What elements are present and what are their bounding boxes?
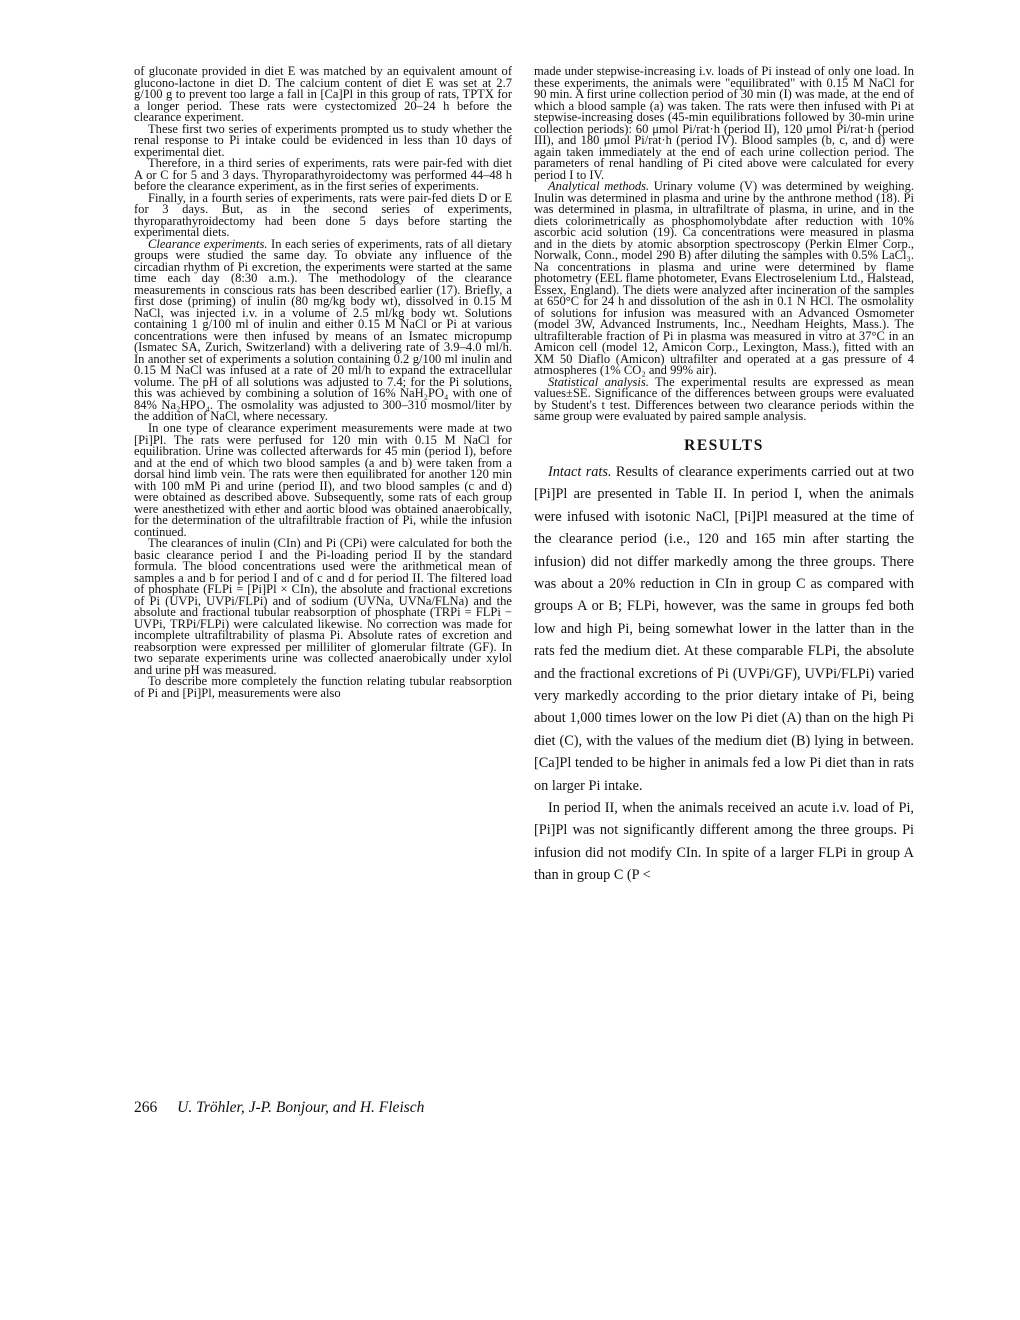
paragraph-text: Urinary volume (V) was determined by weighing. Inulin was determined in plasma and urine by the anthrone method (18). Pi was determined in plasma, in ultrafiltrate of plasma, in urine, and in the diets colorimetrically as phosphomolybdate after reduction with 10% ascorbic acid solution (19). Ca concentrations were measured in plasma and in the diets by atomic absorption spectroscopy (Perkin Elmer Corp., Norwalk, Conn., model 290 B) after diluting the samples with 0.5% LaCl₃. Na concentrations in plasma and urine were determined by flame photometry (EEL flame photometer, Evans Electroselenium Ltd., Halstead, Essex, England). The diets were analyzed after incineration of the samples at 650°C for 24 h and dissolution of the ash in 0.1 N HCl. The osmolality of solutions for infusion was measured with an Advanced Osmometer (model 3W, Advanced Instruments, Inc., Needham Heights, Mass.). The ultrafilterable fraction of Pi in plasma was measured in vitro at 37°C in an Amicon cell (model 12, Amicon Corp., Lexington, Mass.), fitted with an XM 50 Diaflo (Amicon) ultrafilter and operated at a gas pressure of 4 atmospheres (1% CO₂ and 99% air). bbox=[534, 179, 914, 378]
run-in-heading: Statistical analysis. bbox=[548, 374, 649, 389]
paragraph bbox=[134, 676, 512, 699]
paragraph bbox=[534, 461, 914, 797]
paragraph bbox=[134, 538, 512, 676]
paragraph-text: These first two series of experiments prompted us to study whether the renal response to Pi intake could be evidenced in less than 10 days of experimental diet. bbox=[134, 121, 512, 159]
paragraph-text: Therefore, in a third series of experiments, rats were pair-fed with diet A or C for 5 and 3 days. Thyroparathyroidectomy was performed 44–48 h before the clearance experiment, as in the first series of experiments. bbox=[134, 156, 512, 194]
left-column bbox=[134, 66, 512, 699]
paragraph bbox=[134, 66, 512, 124]
results-text bbox=[534, 461, 914, 887]
paragraph-text: In period II, when the animals received an acute i.v. load of Pi, [Pi]Pl was not significantly different among the three groups. Pi infusion did not modify CIn. In spite of a larger FLPi in group A than in group C (P < bbox=[534, 800, 914, 884]
results-heading: RESULTS bbox=[684, 436, 764, 454]
paragraph bbox=[134, 190, 512, 240]
paragraph bbox=[534, 66, 914, 181]
paragraph-text: The experimental results are expressed as mean values±SE. Significance of the differences between groups were evaluated by Student's t test. Differences between two clearance periods within the same group were evaluated by paired sample analysis. bbox=[534, 374, 914, 424]
paragraph bbox=[534, 797, 914, 887]
paragraph-text: To describe more completely the function relating tubular reabsorption of Pi and [Pi]Pl, measurements were also bbox=[134, 674, 512, 700]
page-number: 266 bbox=[134, 1099, 158, 1116]
right-column bbox=[534, 66, 914, 887]
paragraph-text: Finally, in a fourth series of experiments, rats were pair-fed diets D or E for 3 days. But, as in the second series of experiments, thyroparathyroidectomy had been done 5 days before starting the experimental diets. bbox=[134, 190, 512, 240]
paragraph bbox=[134, 420, 512, 539]
paragraph-text: Results of clearance experiments carried out at two [Pi]Pl are presented in Table II. In period I, when the animals were infused with isotonic NaCl, [Pi]Pl measured at the time of the clearance period (i.e., 120 and 165 min after starting the infusion) did not differ markedly among the three groups. There was about a 20% reduction in CIn in group C as compared with groups A or B; FLPi, however, was the same in groups fed both low and high Pi, being somewhat lower in the latter than in the rats fed the medium diet. At these comparable FLPi, the absolute and the fractional excretions of Pi (UVPi/GF), UVPi/FLPi) varied very markedly according to the prior dietary intake of Pi, being about 1,000 times lower on the low Pi diet (A) than on the high Pi diet (C), with the values of the medium diet (B) lying in between. [Ca]Pl tended to be higher in animals fed a low Pi diet than in rats on larger Pi intake. bbox=[534, 463, 914, 794]
paragraph bbox=[534, 181, 914, 377]
run-in-heading: Analytical methods. bbox=[548, 179, 650, 194]
paragraph-text: In each series of experiments, rats of all dietary groups were studied the same day. To obviate any influence of the circadian rhythm of Pi excretion, the experiments were started at the same time each day (8:30 a.m.). The methodology of the clearance measurements in conscious rats has been described earlier (17). Briefly, a first dose (priming) of inulin (80 mg/kg body wt), dissolved in 0.15 M NaCl, was injected i.v. in a volume of 2.5 ml/kg body wt. Solutions containing 1 g/100 ml of inulin and either 0.15 M NaCl or Pi at various concentrations were then infused by means of an Ismatec micropump (Ismatec SA, Zurich, Switzerland) with a delivering rate of 3.9–4.0 ml/h. In another set of experiments a solution containing 0.2 g/100 ml inulin and 0.15 M NaCl was infused at a rate of 20 ml/h to expand the extracellular volume. The pH of all solutions was adjusted to 7.4; for the Pi solutions, this was achieved by combining a solution of 16% NaH₂PO₄ with one of 84% Na₂HPO₄. The osmolality was adjusted to 300–310 mosmol/liter by the addition of NaCl, where necessary. bbox=[134, 236, 512, 424]
methods-continued bbox=[534, 66, 914, 423]
paragraph-text: The clearances of inulin (CIn) and Pi (CPi) were calculated for both the basic clearance period I and the Pi-loading period II by the standard formula. The blood concentrations used were the arithmetical mean of samples a and b for period I and of c and d for period II. The filtered load of phosphate (FLPi = [Pi]Pl × CIn), the absolute and fractional excretions of Pi (UVPi, UVPi/FLPi) and of sodium (UVNa, UVNa/FLNa) and the absolute and fractional tubular reabsorption of phosphate (TRPi = FLPi − UVPi, TRPi/FLPi) were calculated likewise. No correction was made for incomplete ultrafiltrability of plasma Pi. Absolute rates of excretion and reabsorption were expressed per milliliter of glomerular filtrate (GF). In two separate experiments urine was collected anaerobically under xylol and urine pH was measured. bbox=[134, 536, 512, 677]
page-footer bbox=[134, 1099, 424, 1117]
run-in-heading: Intact rats. bbox=[548, 463, 612, 480]
paragraph bbox=[134, 158, 512, 193]
paragraph-text: of gluconate provided in diet E was matched by an equivalent amount of glucono-lactone in diet D. The calcium content of diet E was set at 2.7 g/100 g to prevent too large a fall in [Ca]Pl in this group of rats, TPTX for a longer period. These rats were cystectomized 20–24 h before the clearance experiment. bbox=[134, 64, 512, 125]
paragraph bbox=[534, 374, 914, 424]
run-in-heading: Clearance experiments. bbox=[148, 236, 268, 251]
paragraph bbox=[134, 236, 512, 424]
paragraph-text: made under stepwise-increasing i.v. loads of Pi instead of only one load. In these experiments, the animals were "equilibrated" with 0.15 M NaCl for 90 min. A first urine collection period of 30 min (I) was made, at the end of which a blood sample (a) was taken. The rats were then infused with Pi at stepwise-increasing doses (45-min equilibrations followed by 30-min urine collection periods): 60 μmol Pi/rat·h (period II), 120 μmol Pi/rat·h (period III), and 180 μmol Pi/rat·h (period IV). Blood samples (b, c, and d) were again taken immediately at the end of each urine collection period. The parameters of renal handling of Pi cited above were calculated for every period I to IV. bbox=[534, 64, 914, 182]
paragraph-text: In one type of clearance experiment measurements were made at two [Pi]Pl. The rats were perfused for 120 min with 0.15 M NaCl for equilibration. Urine was collected afterwards for 45 min (period I), before and at the end of which two blood samples (a and b) were taken from a dorsal hind limb vein. The rats were then equilibrated for another 120 min with 100 mM Pi and urine (period II), and two blood samples (c and d) were obtained as described above. Subsequently, some rats of each group were anesthetized with ether and aortic blood was obtained anaerobically, for the determination of the ultrafiltrable fraction of Pi, while the infusion continued. bbox=[134, 420, 512, 539]
running-authors: U. Tröhler, J-P. Bonjour, and H. Fleisch bbox=[177, 1099, 425, 1116]
paragraph bbox=[134, 121, 512, 159]
